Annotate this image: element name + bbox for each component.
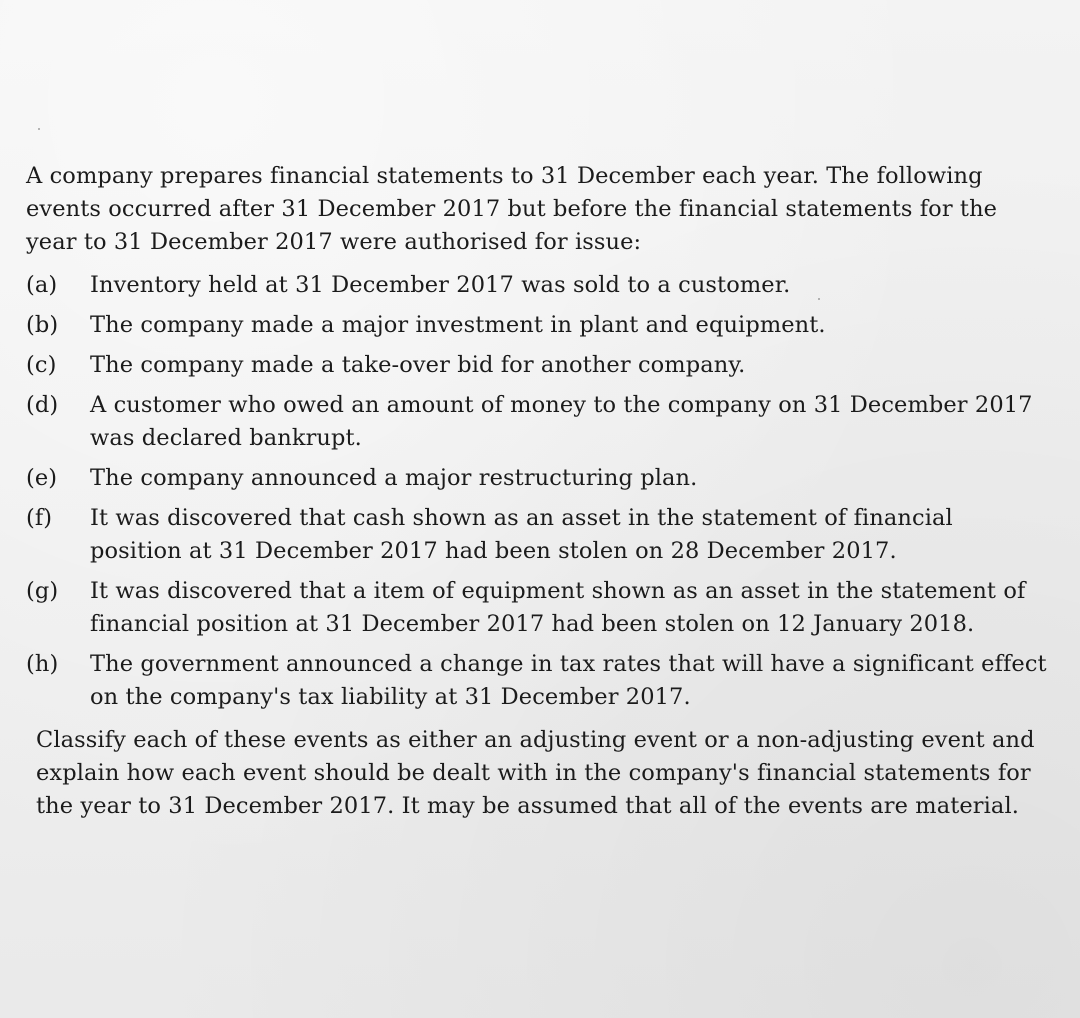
event-item xyxy=(26,389,1061,455)
event-letter: (a) xyxy=(26,272,58,298)
event-text: A customer who owed an amount of money to the company on 31 December 2017 was declared bankrupt. xyxy=(90,392,1033,451)
event-item xyxy=(26,269,1061,302)
event-item xyxy=(26,462,1061,495)
event-item xyxy=(26,575,1061,641)
event-letter: (b) xyxy=(26,312,59,338)
event-item xyxy=(26,349,1061,382)
question-text-block xyxy=(26,160,1061,823)
event-text: It was discovered that cash shown as an asset in the statement of financial position at 31 December 2017 had been stolen on 28 December 2017. xyxy=(90,505,953,564)
event-letter: (d) xyxy=(26,392,59,418)
event-text: It was discovered that a item of equipment shown as an asset in the statement of financial position at 31 December 2017 had been stolen on 12 January 2018. xyxy=(90,578,1026,637)
event-letter: (e) xyxy=(26,465,58,491)
intro-paragraph: A company prepares financial statements to 31 December each year. The following events occurred after 31 December 2017 but before the financial statements for the year to 31 December 2017 were authorised for issue: xyxy=(26,163,998,255)
question-paragraph: Classify each of these events as either an adjusting event or a non-adjusting event and explain how each event should be dealt with in the company's financial statements for the year to 31 December 2017. It may be assumed that all of the events are material. xyxy=(36,727,1035,819)
event-letter: (f) xyxy=(26,505,53,531)
event-text: Inventory held at 31 December 2017 was sold to a customer. xyxy=(90,272,791,298)
event-letter: (h) xyxy=(26,651,59,677)
event-text: The company announced a major restructuring plan. xyxy=(90,465,698,491)
event-letter: (g) xyxy=(26,578,59,604)
event-item xyxy=(26,648,1061,714)
event-item xyxy=(26,309,1061,342)
event-text: The company made a major investment in plant and equipment. xyxy=(90,312,826,338)
events-list xyxy=(26,269,1061,714)
event-text: The company made a take-over bid for another company. xyxy=(90,352,746,378)
paper-speck xyxy=(38,128,40,130)
event-text: The government announced a change in tax rates that will have a significant effect on the company's tax liability at 31 December 2017. xyxy=(90,651,1047,710)
event-item xyxy=(26,502,1061,568)
event-letter: (c) xyxy=(26,352,57,378)
